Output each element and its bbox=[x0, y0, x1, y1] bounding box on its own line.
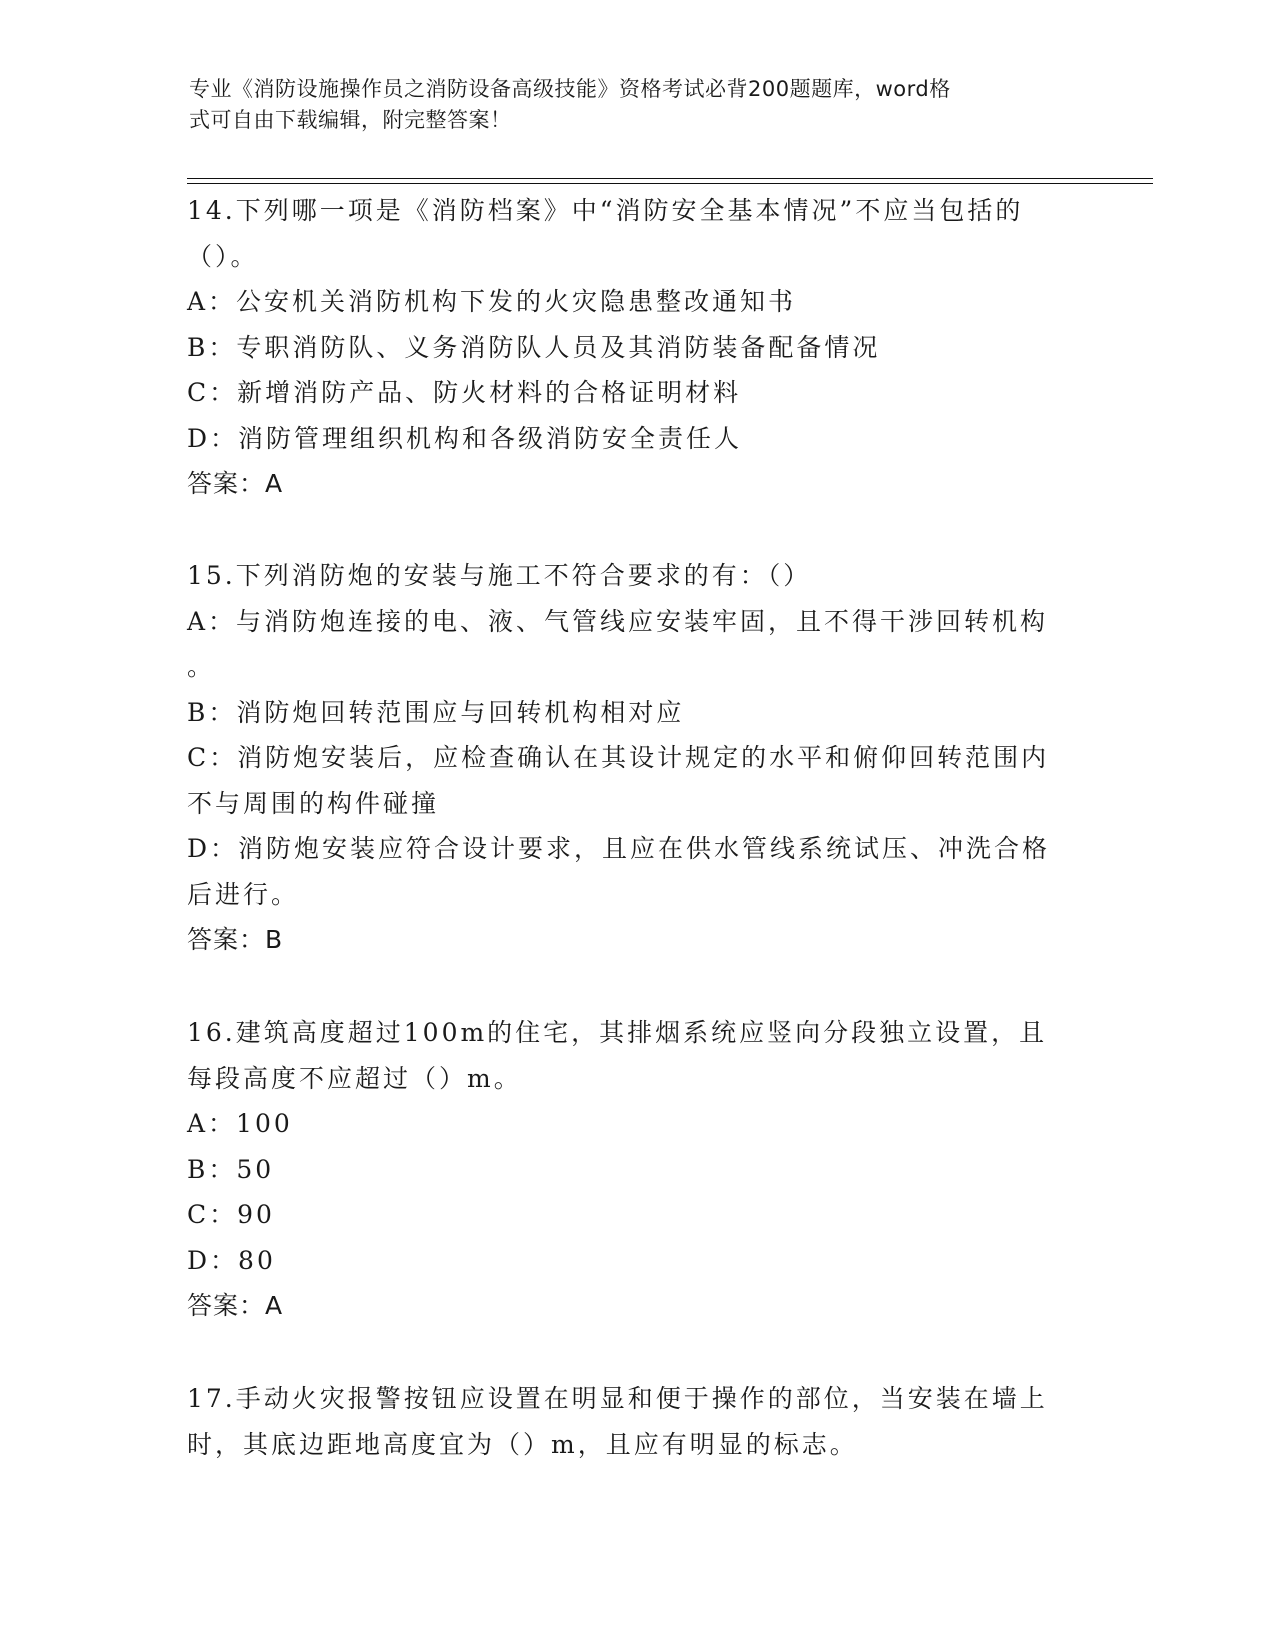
question-block bbox=[187, 1376, 1087, 1467]
question-stem: （）。 bbox=[187, 241, 259, 271]
question-block bbox=[187, 553, 1087, 963]
option-c: C：90 bbox=[187, 1200, 275, 1229]
option-b: B：专职消防队、义务消防队人员及其消防装备配备情况 bbox=[187, 332, 881, 362]
header-line: 式可自由下载编辑，附完整答案！ bbox=[189, 108, 512, 132]
answer-line: 答案：A bbox=[187, 1291, 284, 1320]
option-b: B：消防炮回转范围应与回转机构相对应 bbox=[187, 697, 685, 727]
answer-line: 答案：A bbox=[187, 469, 284, 498]
question-stem: 17.手动火灾报警按钮应设置在明显和便于操作的部位，当安装在墙上 bbox=[187, 1384, 1048, 1413]
option-a: 。 bbox=[187, 652, 216, 681]
option-c: C：消防炮安装后，应检查确认在其设计规定的水平和俯仰回转范围内 bbox=[187, 743, 1050, 772]
option-c: C：新增消防产品、防火材料的合格证明材料 bbox=[187, 378, 742, 407]
option-d: D：80 bbox=[187, 1245, 276, 1275]
document-header bbox=[189, 74, 1069, 136]
question-stem: 每段高度不应超过（）m。 bbox=[187, 1063, 522, 1093]
option-d: D：消防炮安装应符合设计要求，且应在供水管线系统试压、冲洗合格 bbox=[187, 834, 1051, 863]
question-stem: 16.建筑高度超过100m的住宅，其排烟系统应竖向分段独立设置，且 bbox=[187, 1018, 1048, 1047]
option-a: A：与消防炮连接的电、液、气管线应安装牢固，且不得干涉回转机构 bbox=[187, 606, 1049, 636]
question-stem: 14.下列哪一项是《消防档案》中“消防安全基本情况”不应当包括的 bbox=[187, 196, 1024, 225]
option-b: B：50 bbox=[187, 1154, 275, 1184]
header-divider bbox=[187, 183, 1153, 184]
option-a: A：公安机关消防机构下发的火灾隐患整改通知书 bbox=[187, 287, 797, 316]
question-block bbox=[187, 1010, 1087, 1329]
option-c: 不与周围的构件碰撞 bbox=[187, 788, 440, 818]
question-stem: 时，其底边距地高度宜为（）m，且应有明显的标志。 bbox=[187, 1429, 858, 1459]
option-a: A：100 bbox=[187, 1109, 293, 1138]
answer-line: 答案：B bbox=[187, 925, 284, 954]
header-line: 专业《消防设施操作员之消防设备高级技能》资格考试必背200题题库，word格 bbox=[189, 77, 951, 101]
option-d: D：消防管理组织机构和各级消防安全责任人 bbox=[187, 423, 743, 453]
question-block bbox=[187, 188, 1087, 507]
header-divider bbox=[187, 178, 1153, 179]
option-d: 后进行。 bbox=[187, 879, 300, 909]
question-stem: 15.下列消防炮的安装与施工不符合要求的有：（） bbox=[187, 561, 812, 590]
